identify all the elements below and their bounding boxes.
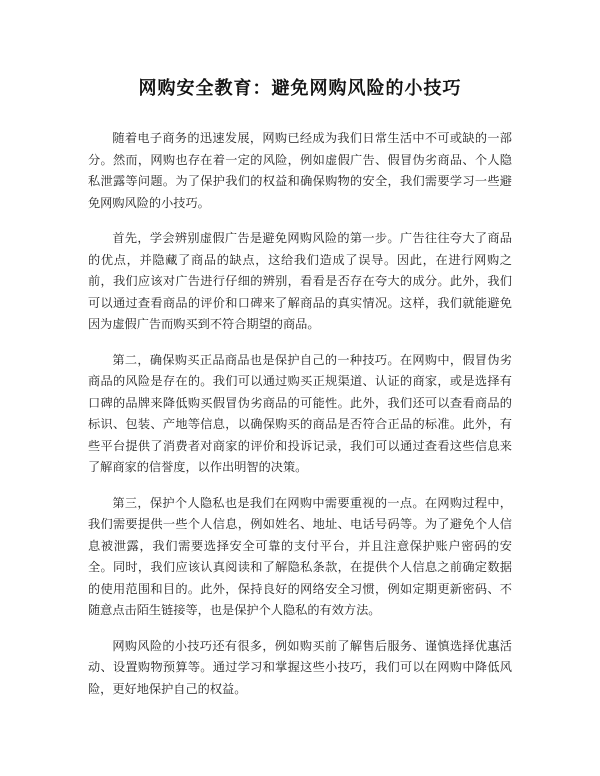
paragraph-conclusion: 网购风险的小技巧还有很多，例如购买前了解售后服务、谨慎选择优惠活动、设置购物预算等。通过学习和掌握这些小技巧，我们可以在网购中降低风险，更好地保护自己的权益。 — [88, 638, 512, 696]
document-title: 网购安全教育：避免网购风险的小技巧 — [138, 78, 462, 99]
paragraph-false-ads: 首先，学会辨别虚假广告是避免网购风险的第一步。广告往往夸大了商品的优点，并隐藏了商品的缺点，这给我们造成了误导。因此，在进行网购之前，我们应该对广告进行仔细的辨别，看看是否存在夸大的成分。此外，我们可以通过查看商品的评价和口碑来了解商品的真实情况。这样，我们就能避免因为虚假广告而购买到不符合期望的商品。 — [88, 231, 512, 331]
paragraph-genuine-goods: 第二，确保购买正品商品也是保护自己的一种技巧。在网购中，假冒伪劣商品的风险是存在的。我们可以通过购买正规渠道、认证的商家，或是选择有口碑的品牌来降低购买假冒伪劣商品的可能性。此外，我们还可以查看商品的标识、包装、产地等信息，以确保购买的商品是否符合正品的标准。此外，有些平台提供了消费者对商家的评价和投诉记录，我们可以通过查看这些信息来了解商家的信誉度，以作出明智的决策。 — [88, 352, 512, 474]
paragraph-privacy: 第三，保护个人隐私也是我们在网购中需要重视的一点。在网购过程中，我们需要提供一些个人信息，例如姓名、地址、电话号码等。为了避免个人信息被泄露，我们需要选择安全可靠的支付平台，并且注意保护账户密码的安全。同时，我们应该认真阅读和了解隐私条款，在提供个人信息之前确定数据的使用范围和目的。此外，保持良好的网络安全习惯，例如定期更新密码、不随意点击陌生链接等，也是保护个人隐私的有效方法。 — [88, 495, 512, 617]
paragraph-intro: 随着电子商务的迅速发展，网购已经成为我们日常生活中不可或缺的一部分。然而，网购也存在着一定的风险，例如虚假广告、假冒伪劣商品、个人隐私泄露等问题。为了保护我们的权益和确保购物的安全，我们需要学习一些避免网购风险的小技巧。 — [88, 131, 512, 210]
